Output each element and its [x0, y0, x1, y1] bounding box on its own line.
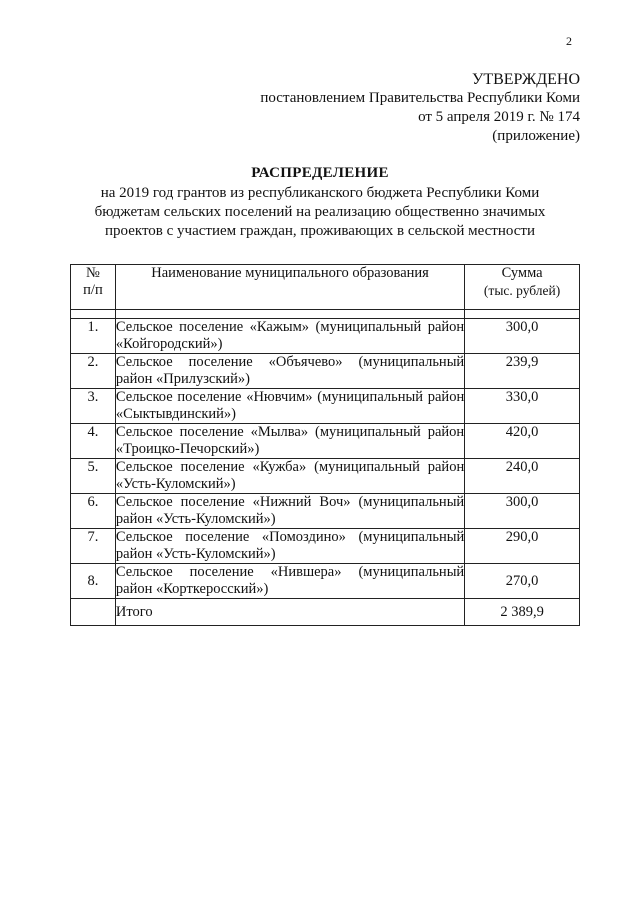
row-sum: 420,0 [465, 424, 580, 459]
approval-block [260, 70, 580, 146]
table-row [71, 424, 580, 459]
row-sum: 330,0 [465, 389, 580, 424]
table-row [71, 459, 580, 494]
header-sum-line-1: Сумма [501, 265, 543, 281]
header-sum-line-2: (тыс. рублей) [483, 283, 561, 298]
header-number [71, 265, 116, 310]
row-sum: 290,0 [465, 529, 580, 564]
distribution-table [70, 264, 580, 626]
row-sum: 240,0 [465, 459, 580, 494]
table-header-row [71, 265, 580, 310]
row-number: 4. [71, 424, 116, 459]
approval-stamp: УТВЕРЖДЕНО [471, 71, 580, 88]
table-row [71, 494, 580, 529]
table-row [71, 529, 580, 564]
total-label: Итого [115, 599, 464, 626]
row-sum: 239,9 [465, 354, 580, 389]
header-name: Наименование муниципального образования [115, 265, 464, 310]
header-number-line-2: п/п [83, 282, 103, 298]
row-number: 1. [71, 319, 116, 354]
total-sum: 2 389,9 [465, 599, 580, 626]
row-number: 7. [71, 529, 116, 564]
row-number: 6. [71, 494, 116, 529]
approval-line-3: (приложение) [492, 128, 580, 144]
document-title [60, 164, 580, 241]
row-sum: 270,0 [465, 564, 580, 599]
row-name: Сельское поселение «Кажым» (муниципальный район «Койгородский») [115, 319, 465, 352]
row-name: Сельское поселение «Кужба» (муниципальный район «Усть-Куломский») [115, 459, 465, 492]
approval-line-2: от 5 апреля 2019 г. № 174 [418, 109, 580, 125]
table-row [71, 389, 580, 424]
row-name: Сельское поселение «Нювчим» (муниципальный район «Сыктывдинский») [115, 389, 465, 422]
row-name: Сельское поселение «Объячево» (муниципальный район «Прилузский») [115, 354, 465, 387]
title-line-3: проектов с участием граждан, проживающих в сельской местности [104, 223, 535, 239]
header-number-line-1: № [86, 265, 100, 281]
header-sum [465, 265, 580, 310]
row-name: Сельское поселение «Мылва» (муниципальный район «Троицко-Печорский») [115, 424, 465, 457]
row-name: Сельское поселение «Нижний Воч» (муниципальный район «Усть-Куломский») [115, 494, 465, 527]
table-spacer-row [71, 310, 580, 319]
row-sum: 300,0 [465, 494, 580, 529]
total-row [71, 599, 580, 626]
table-row [71, 354, 580, 389]
row-number: 3. [71, 389, 116, 424]
row-name: Сельское поселение «Помоздино» (муниципальный район «Усть-Куломский») [115, 529, 465, 562]
row-number: 2. [71, 354, 116, 389]
total-number-cell [71, 599, 116, 626]
row-name: Сельское поселение «Нившера» (муниципальный район «Корткеросский») [115, 564, 465, 597]
table-row [71, 564, 580, 599]
title-line-1: на 2019 год грантов из республиканского бюджета Республики Коми [100, 185, 540, 201]
page-number: 2 [566, 34, 572, 48]
row-number: 5. [71, 459, 116, 494]
row-number: 8. [71, 564, 116, 599]
title-line-2: бюджетам сельских поселений на реализацию общественно значимых [94, 204, 546, 220]
approval-line-1: постановлением Правительства Республики Коми [260, 90, 580, 106]
title-heading: РАСПРЕДЕЛЕНИЕ [251, 165, 389, 181]
row-sum: 300,0 [465, 319, 580, 354]
table-row [71, 319, 580, 354]
